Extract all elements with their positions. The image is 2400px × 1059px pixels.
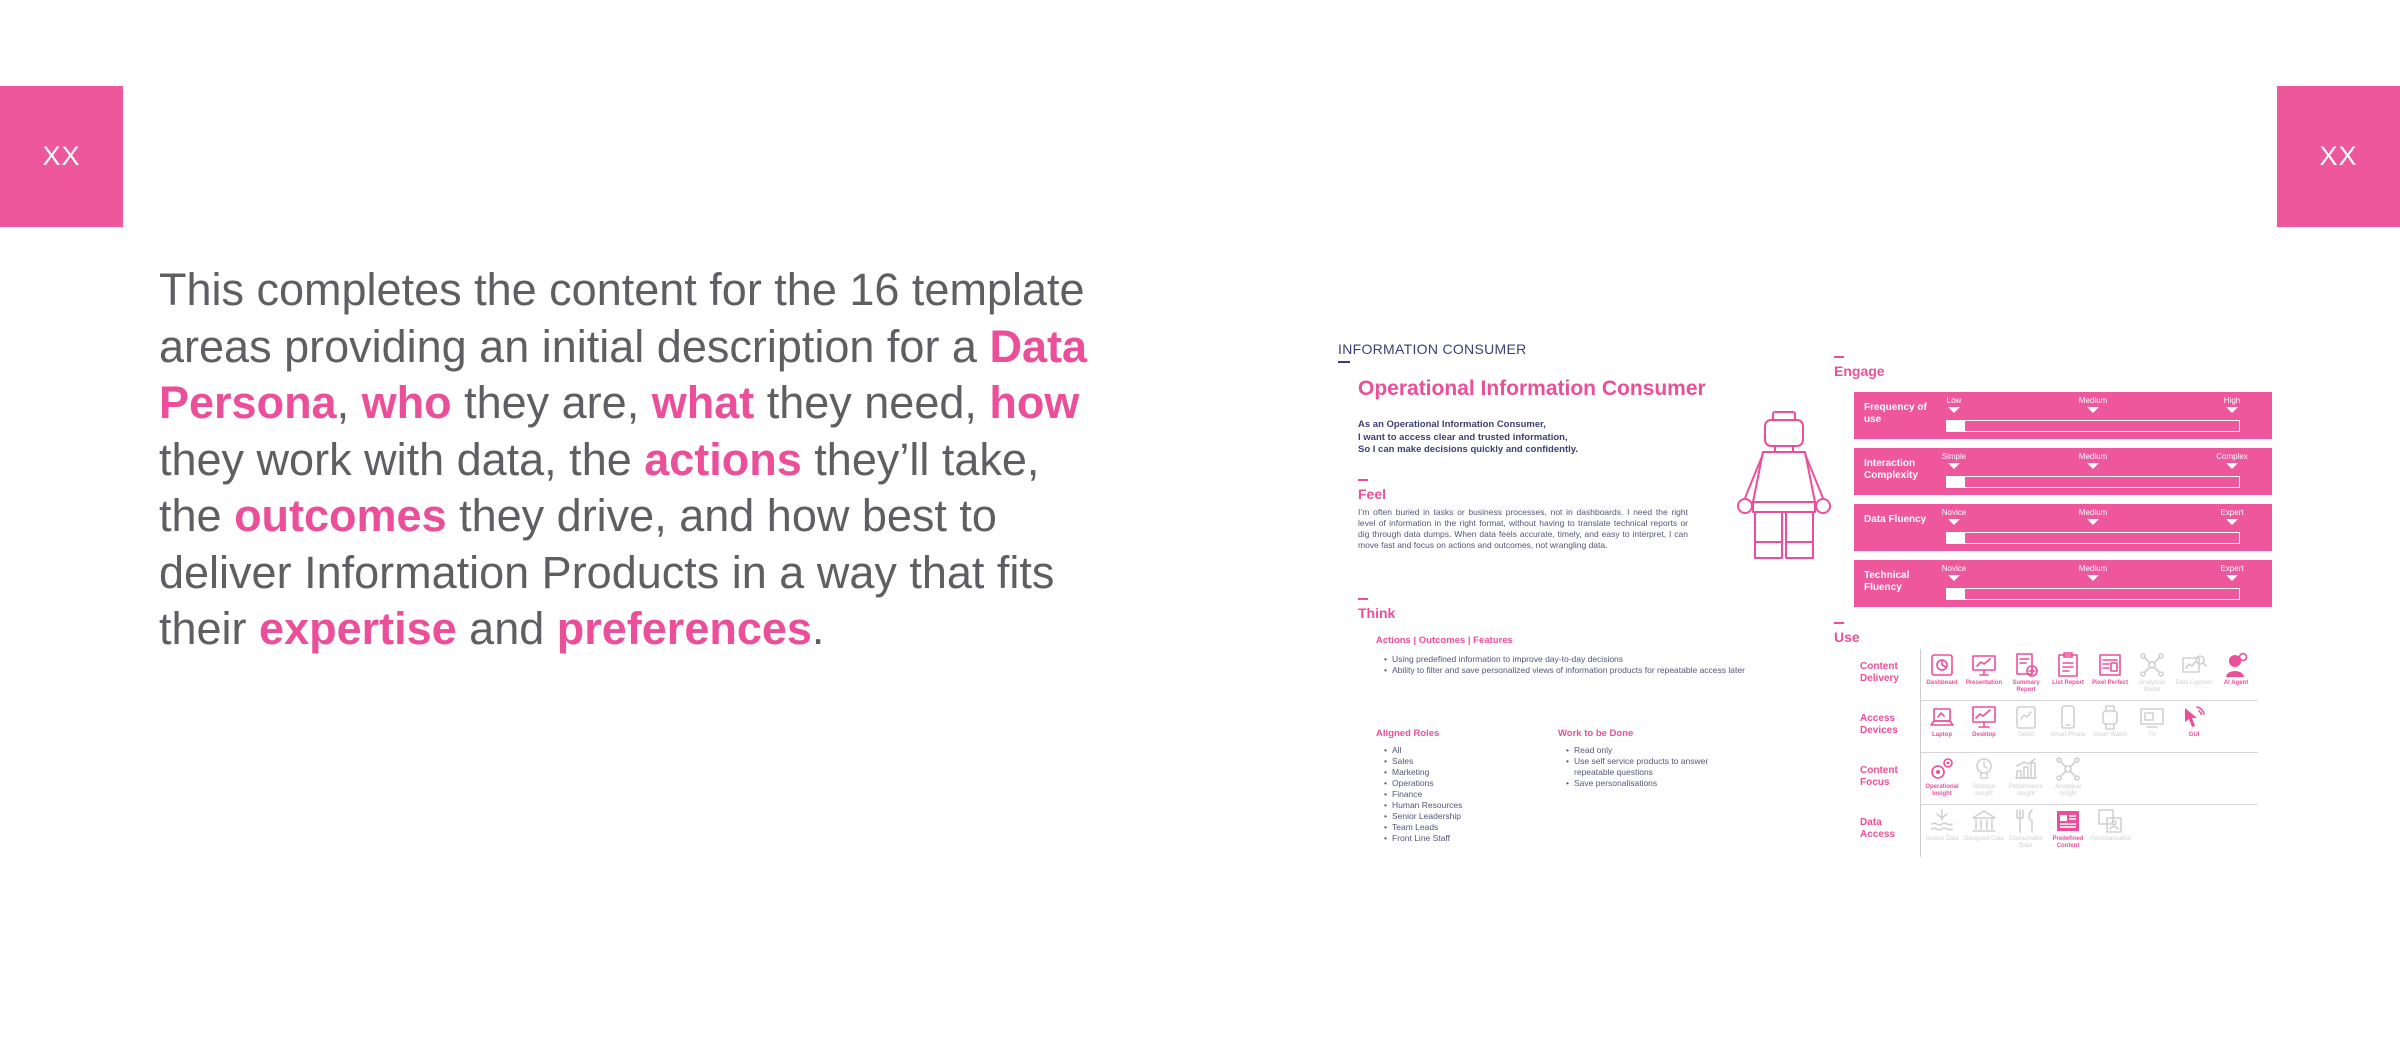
corner-tab-label: XX (42, 141, 81, 171)
use-item-label: Performance Insight (2008, 784, 2044, 797)
statement-line: As an Operational Information Consumer, (1358, 419, 1546, 430)
statement-line: I want to access clear and trusted information, (1358, 431, 1568, 443)
think-subtitle: Actions | Outcomes | Features (1376, 635, 1513, 646)
list-item: • Using predefined information to improve day-to-day decisions (1384, 654, 1764, 665)
use-item (2174, 652, 2214, 687)
performance-insight-icon (2013, 756, 2039, 782)
analytical-model-icon (2139, 652, 2165, 678)
engage-scale-label: Low (1946, 396, 1962, 405)
use-item-label: Smart Phone (2050, 732, 2086, 738)
persona-statement (1358, 419, 1628, 457)
feel-title: Feel (1358, 486, 1387, 502)
engage-block (1834, 392, 2274, 612)
engage-level-bar (1946, 532, 2240, 544)
engage-level-fill (1947, 421, 1965, 431)
use-item (1922, 652, 1962, 687)
use-row-label: Content Focus (1860, 765, 1898, 788)
intro-text: they need, (754, 377, 990, 428)
use-item-label: Operational Insight (1925, 784, 1959, 797)
use-item-label: Desktop (1972, 732, 1996, 738)
use-item (2174, 704, 2214, 739)
list-report-icon (2055, 652, 2081, 678)
engage-level-fill (1947, 477, 1965, 487)
corner-tab-label: XX (2319, 141, 2358, 171)
use-item-label: Analytical Model (2139, 680, 2165, 693)
use-item-label: TV (2148, 732, 2156, 738)
tablet-icon (2013, 704, 2039, 730)
engage-scale-label: Medium (2078, 508, 2108, 517)
operational-insight-icon (1929, 756, 1955, 782)
use-item-label: Source Data (1925, 836, 1959, 842)
use-row-label: Content Delivery (1860, 661, 1899, 684)
use-item-label: Consumable Data (2009, 836, 2043, 849)
use-item-label: Dashboard (1926, 680, 1958, 686)
scale-marker-icon (1948, 519, 1960, 525)
scale-marker-icon (2226, 407, 2238, 413)
engage-level-bar (1946, 420, 2240, 432)
list-item: • Team Leads (1384, 822, 1534, 833)
use-rule (1834, 622, 1844, 624)
think-rule (1358, 598, 1368, 600)
data-explorer-icon (2181, 652, 2207, 678)
use-item (1964, 808, 2004, 843)
smart-watch-icon (2097, 704, 2123, 730)
use-item (2090, 704, 2130, 739)
summary-report-icon (2013, 652, 2039, 678)
use-item (2048, 652, 2088, 687)
use-item-label: AI Agent (2223, 680, 2249, 686)
use-item-label: List Report (2052, 680, 2084, 686)
scale-marker-icon (2226, 519, 2238, 525)
intro-text: they are, (451, 377, 652, 428)
engage-scale-label: Simple (1941, 452, 1967, 461)
scale-marker-icon (2087, 407, 2099, 413)
personalisation-icon (2097, 808, 2123, 834)
use-item (2006, 808, 2046, 850)
intro-text: they work with data, the (159, 433, 645, 485)
use-row-label: Access Devices (1860, 713, 1898, 736)
scale-marker-icon (2226, 463, 2238, 469)
use-item-label: Personalisation (2090, 836, 2132, 842)
keyword-preferences: preferences (556, 603, 812, 654)
scale-marker-icon (1948, 463, 1960, 469)
desktop-icon (1971, 704, 1997, 730)
gui-icon (2181, 704, 2207, 730)
engage-scale-label: Novice (1941, 564, 1967, 573)
engage-row (1854, 448, 2272, 495)
scale-marker-icon (1948, 575, 1960, 581)
use-item-label: Tablet (2017, 732, 2034, 738)
use-item (2006, 652, 2046, 694)
feel-rule (1358, 479, 1368, 481)
corner-tab-left (0, 86, 123, 227)
keyword-who: who (361, 377, 452, 428)
list-item: • Human Resources (1384, 800, 1534, 811)
tv-icon (2139, 704, 2165, 730)
statement-line: So I can make decisions quickly and confidently. (1358, 444, 1578, 455)
use-divider (1920, 649, 1921, 701)
persona-card (1334, 336, 2274, 866)
engage-level-fill (1947, 589, 1965, 599)
keyword-data-persona: Data Persona (159, 320, 1088, 428)
use-row (1854, 753, 2258, 805)
aligned-roles-list (1384, 745, 1534, 844)
use-item (2006, 704, 2046, 739)
use-item-label: Designed Data (1964, 836, 2004, 842)
use-item (2048, 756, 2088, 798)
engage-scale-label: Complex (2216, 452, 2248, 461)
designed-data-icon (1971, 808, 1997, 834)
intro-text: and (456, 603, 557, 654)
consumable-data-icon (2013, 808, 2039, 834)
keyword-actions: actions (644, 433, 802, 485)
use-item-label: Predefined Content (2052, 836, 2084, 849)
use-item-label: Analytical Insight (2055, 784, 2081, 797)
use-item-label: Laptop (1932, 732, 1952, 738)
ai-agent-icon (2223, 652, 2249, 678)
engage-row (1854, 504, 2272, 551)
engage-row (1854, 560, 2272, 607)
feel-text: I’m often buried in tasks or business processes, not in dashboards. I need the right level of information in the right format, without having to translate technical reports or dig through data dumps. When data feels accurate, timely, and easy to interpret, I can move fast and focus on actions and outcomes, not wrangling data. (1358, 507, 1688, 550)
engage-row-label: Frequency of use (1864, 402, 1927, 425)
use-row-label: Data Access (1860, 817, 1896, 840)
engage-scale-label: High (2223, 396, 2241, 405)
use-row (1854, 701, 2258, 753)
engage-scale-label: Medium (2078, 396, 2108, 405)
intro-text: This completes the content for the 16 template areas providing an initial description for a (159, 264, 1085, 372)
list-item: • Save personalisations (1566, 778, 1746, 789)
intro-text: they drive, and how best to deliver Information Products in a way that fits their (159, 490, 1055, 654)
use-title: Use (1834, 629, 1860, 645)
scale-marker-icon (1948, 407, 1960, 413)
keyword-what: what (651, 377, 755, 428)
engage-scale-label: Medium (2078, 452, 2108, 461)
use-item (2006, 756, 2046, 798)
engage-row-label: Data Fluency (1864, 514, 1927, 525)
use-divider (1920, 753, 1921, 805)
list-item: • All (1384, 745, 1534, 756)
engage-row-label: Technical Fluency (1864, 570, 1910, 593)
strategic-insight-icon (1971, 756, 1997, 782)
scale-marker-icon (2087, 575, 2099, 581)
use-item (2090, 652, 2130, 687)
dashboard-icon (1929, 652, 1955, 678)
list-item: • Ability to filter and save personalized views of information products for repeatable access later (1384, 665, 1764, 676)
use-block (1834, 649, 2274, 869)
list-item: • Use self service products to answer repeatable questions (1566, 756, 1746, 778)
persona-kicker: INFORMATION CONSUMER (1338, 341, 1527, 357)
analytical-insight-icon (2055, 756, 2081, 782)
pixel-perfect-icon (2097, 652, 2123, 678)
use-item-label: Data Explorer (2175, 680, 2213, 686)
use-item (2090, 808, 2130, 843)
smart-phone-icon (2055, 704, 2081, 730)
engage-row (1854, 392, 2272, 439)
use-item (1964, 704, 2004, 739)
list-item: • Senior Leadership (1384, 811, 1534, 822)
keyword-outcomes: outcomes (234, 490, 447, 541)
scale-marker-icon (2087, 519, 2099, 525)
use-item-label: Presentation (1965, 680, 2003, 686)
use-item (2132, 704, 2172, 739)
use-item-label: Strategic Insight (1972, 784, 1996, 797)
list-item: • Front Line Staff (1384, 833, 1534, 844)
keyword-expertise: expertise (259, 603, 457, 654)
list-item: • Finance (1384, 789, 1534, 800)
use-item (1964, 756, 2004, 798)
source-data-icon (1929, 808, 1955, 834)
use-row (1854, 649, 2258, 701)
engage-level-fill (1947, 533, 1965, 543)
list-item: • Operations (1384, 778, 1534, 789)
engage-scale-label: Expert (2220, 508, 2244, 517)
engage-level-bar (1946, 588, 2240, 600)
keyword-how: how (989, 377, 1080, 428)
engage-rule (1834, 356, 1844, 358)
think-bullets (1384, 654, 1764, 676)
use-item (2132, 652, 2172, 694)
use-item (1922, 704, 1962, 739)
use-item (1964, 652, 2004, 687)
scale-marker-icon (2087, 463, 2099, 469)
use-item (1922, 808, 1962, 843)
engage-scale-label: Novice (1941, 508, 1967, 517)
intro-text: . (811, 603, 825, 654)
lego-figure-icon (1735, 410, 1833, 562)
use-item (2048, 704, 2088, 739)
engage-scale-label: Expert (2220, 564, 2244, 573)
list-item: • Sales (1384, 756, 1534, 767)
list-item: • Marketing (1384, 767, 1534, 778)
list-item: • Read only (1566, 745, 1746, 756)
work-to-be-done-list (1566, 745, 1746, 789)
use-item (2048, 808, 2088, 850)
corner-tab-right (2277, 86, 2400, 227)
use-divider (1920, 701, 1921, 753)
intro-paragraph (159, 262, 1089, 658)
use-divider (1920, 805, 1921, 857)
use-item-label: Pixel Perfect (2091, 680, 2129, 686)
use-item-label: GUI (2188, 732, 2200, 738)
kicker-rule (1338, 361, 1350, 363)
think-title: Think (1358, 605, 1396, 621)
intro-text: , (336, 377, 362, 428)
aligned-roles-title: Aligned Roles (1376, 728, 1440, 739)
use-item-label: Smart Watch (2092, 732, 2128, 738)
laptop-icon (1929, 704, 1955, 730)
engage-row-label: Interaction Complexity (1864, 458, 1918, 481)
use-item-label: Summary Report (2012, 680, 2040, 693)
work-to-be-done-title: Work to be Done (1558, 728, 1634, 739)
presentation-icon (1971, 652, 1997, 678)
use-row (1854, 805, 2258, 857)
predefined-content-icon (2055, 808, 2081, 834)
engage-title: Engage (1834, 363, 1885, 379)
intro-text: they’ll take, the (159, 433, 1040, 541)
persona-title: Operational Information Consumer (1358, 377, 1706, 400)
use-item (1922, 756, 1962, 798)
engage-scale-label: Medium (2078, 564, 2108, 573)
engage-level-bar (1946, 476, 2240, 488)
scale-marker-icon (2226, 575, 2238, 581)
use-item (2216, 652, 2256, 687)
